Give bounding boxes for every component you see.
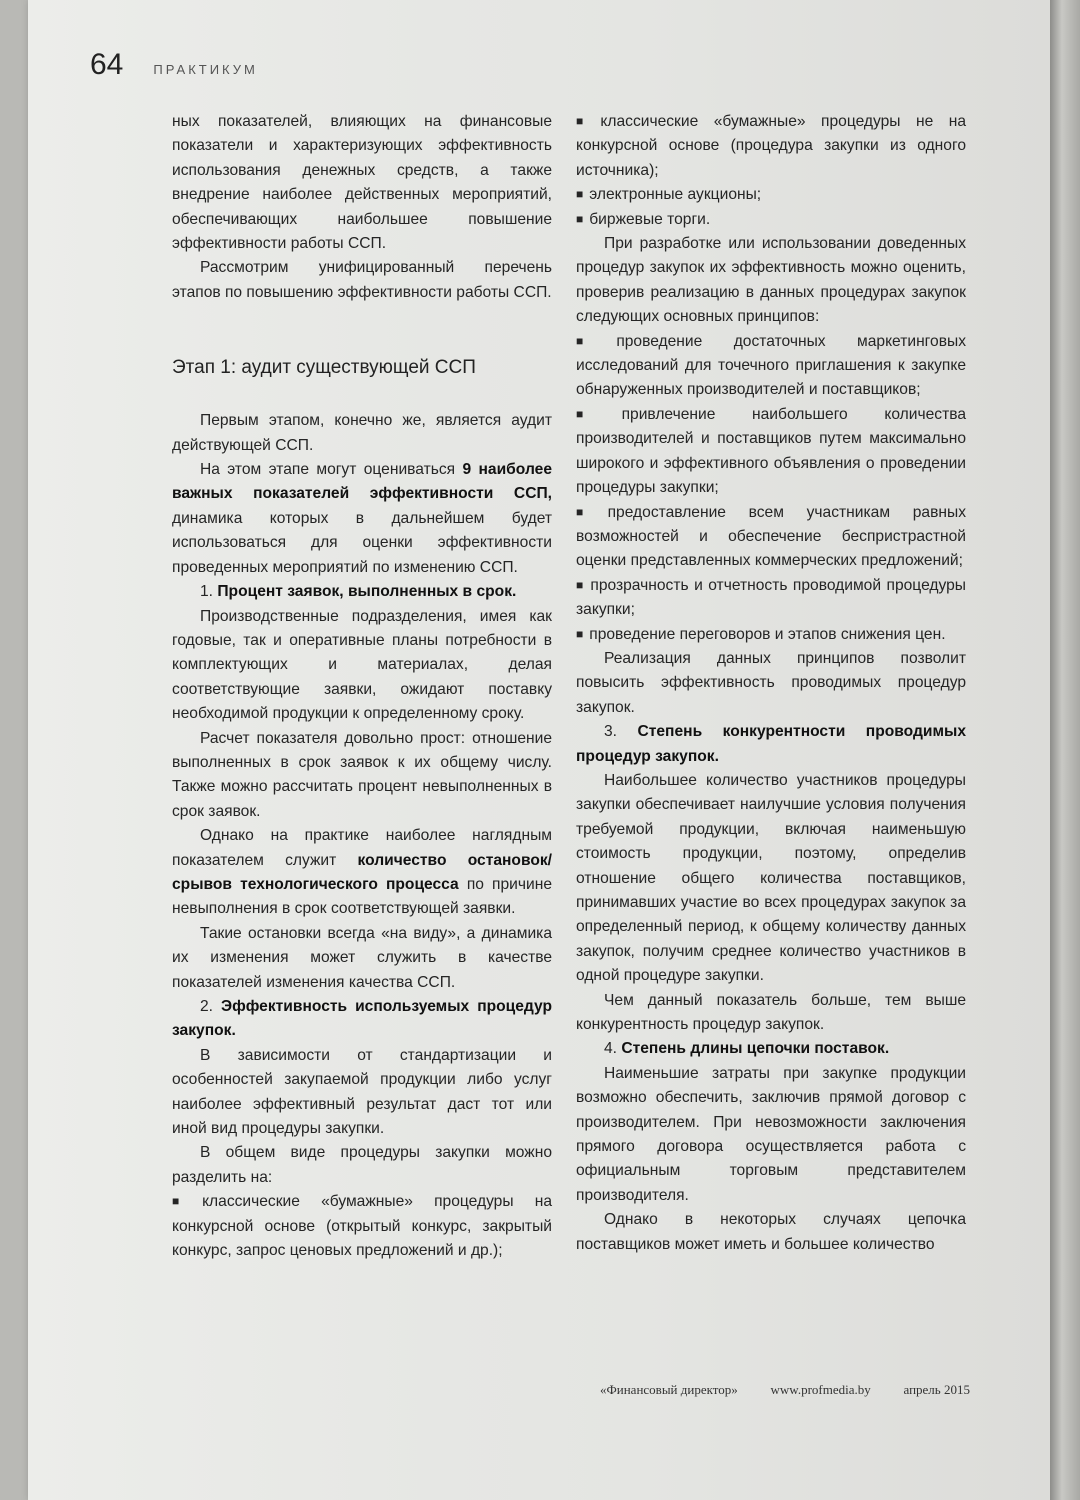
page-edge [1050,0,1080,1500]
issue-date: апрель 2015 [903,1382,970,1397]
paragraph: Первым этапом, конечно же, является аудит действующей ССП. [172,412,552,454]
bullet-item: ■ электронные аукционы; [576,183,966,207]
magazine-name: «Финансовый директор» [600,1382,738,1397]
bullet-item: ■ проведение переговоров и этапов снижения цен. [576,623,966,647]
paragraph: Такие остановки всегда «на виду», а динамика их изменения может служить в качестве показателей изменения качества ССП. [172,924,552,991]
website: www.profmedia.by [770,1382,871,1397]
bullet-item: ■ предоставление всем участникам равных возможностей и обеспечение беспристрастной оценки представленных коммерческих предложений; [576,501,966,574]
text-run: динамика которых в дальнейшем будет использоваться для оценки эффективности проведенных мероприятий по изменению ССП. [172,509,552,576]
text-run: по причине невыполнения в срок соответствующей заявки. [172,875,552,918]
bold-text: количество остановок/срывов технологического процесса [172,851,552,893]
left-column [172,110,552,1263]
text-run: Однако на практике наиболее наглядным показателем служит [172,827,552,869]
item-number: 1. [200,583,218,601]
paragraph: Чем данный показатель больше, тем выше конкурентность процедур закупок. [576,991,966,1034]
paragraph: Однако в некоторых случаях цепочка поставщиков может иметь и большее количество [576,1211,966,1253]
item-number: 3. [604,723,638,741]
paragraph: В общем виде процедуры закупки можно разделить на: [172,1144,552,1186]
paragraph [172,458,552,580]
paragraph: Рассмотрим унифицированный перечень этапов по повышению эффективности работы ССП. [172,259,552,301]
item-title: Степень конкурентности проводимых процедур закупок. [576,723,966,765]
paragraph: Наибольшее количество участников процедуры закупки обеспечивает наилучшие условия получения требуемой продукции, включая наименьшую стоимость продукции, поэтому, определив отношение общего количества поставщиков, принимавших участие во всех процедурах закупок за определенный период, к общему количеству данных закупок, получим среднее количество участников в одной процедуре закупки. [576,771,966,985]
bullet-item: ■ классические «бумажные» процедуры на конкурсной основе (открытый конкурс, закрытый конкурс, запрос ценовых предложений и др.); [172,1190,552,1263]
numbered-item-1 [172,580,552,604]
item-number: 4. [604,1040,622,1058]
item-number: 2. [200,998,221,1015]
text-run: На этом этапе могут оцениваться [200,461,463,479]
bold-text: 9 наиболее важных показателей эффективности ССП, [172,461,552,503]
bullet-item: ■ классические «бумажные» процедуры не на конкурсной основе (процедура закупки из одного источника); [576,110,966,183]
bullet-item: ■ привлечение наибольшего количества производителей и поставщиков путем максимально широкого и эффективного объявления о проведении процедуры закупки; [576,403,966,501]
paragraph: Расчет показателя довольно прост: отношение выполненных в срок заявок к их общему числу. Также можно рассчитать процент невыполненных в срок заявок. [172,729,552,820]
right-column [576,110,966,1257]
bullet-item: ■ проведение достаточных маркетинговых исследований для точечного приглашения к закупке обнаруженных производителей и поставщиков; [576,330,966,403]
paragraph: ных показателей, влияющих на финансовые показатели и характеризующих эффективность использования денежных средств, а также внедрение наиболее действенных мероприятий, обеспечивающих наибольшее повышение эффективности работы ССП. [172,113,552,253]
paragraph: Производственные подразделения, имея как годовые, так и оперативные планы потребности в комплектующих и материалах, делая соответствующие заявки, ожидают поставку необходимой продукции к определенному сроку. [172,607,552,723]
numbered-item-2 [172,995,552,1044]
bullet-item: ■ прозрачность и отчетность проводимой процедуры закупки; [576,574,966,623]
section-title: ПРАКТИКУМ [153,62,258,77]
item-title: Степень длины цепочки поставок. [621,1040,890,1058]
paragraph: Наименьшие затраты при закупке продукции возможно обеспечить, заключив прямой договор с производителем. При невозможности заключения прямого договора осуществляется работа с официальным торговым представителем производителя. [576,1064,966,1204]
paragraph [172,824,552,922]
paragraph: При разработке или использовании доведенных процедур закупок их эффективность можно оценить, проверив реализацию в данных процедурах закупок следующих основных принципов: [576,235,966,326]
item-title: Процент заявок, выполненных в срок. [217,583,517,601]
numbered-item-4 [576,1037,966,1061]
paragraph: Реализация данных принципов позволит повысить эффективность проводимых процедур закупок. [576,649,966,716]
page-number: 64 [90,48,124,81]
bullet-item: ■ биржевые торги. [576,208,966,232]
page-header [90,48,258,82]
item-title: Эффективность используемых процедур закупок. [172,998,553,1040]
paragraph: В зависимости от стандартизации и особенностей закупаемой продукции либо услуг наиболее эффективный результат даст тот или иной вид процедуры закупки. [172,1046,552,1138]
numbered-item-3 [576,720,966,769]
section-heading: Этап 1: аудит существующей ССП [172,357,476,379]
page-footer [600,1382,970,1398]
